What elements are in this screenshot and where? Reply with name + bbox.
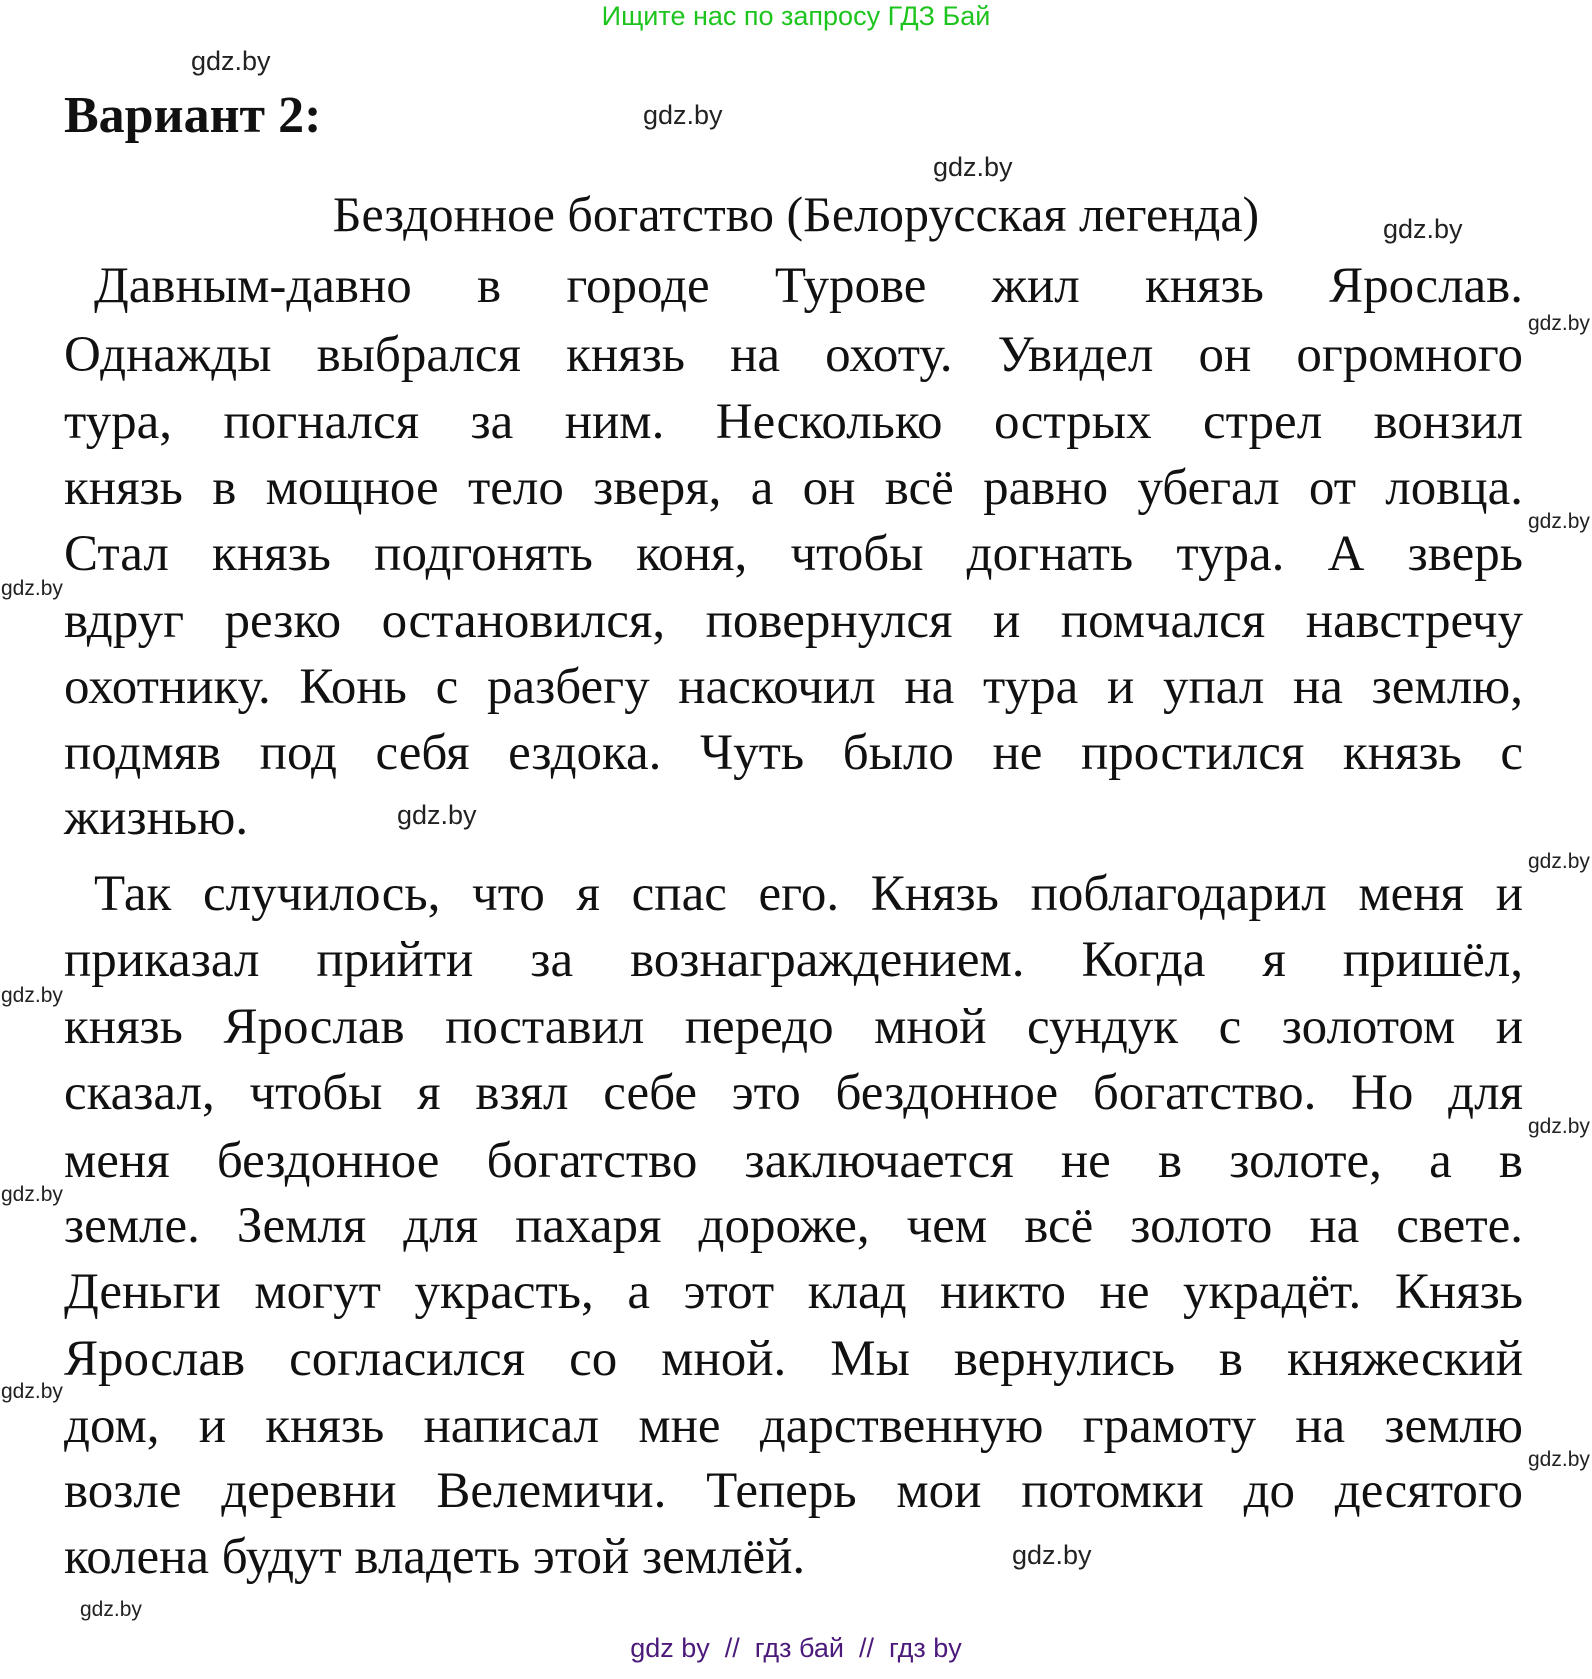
text-line: меня бездонное богатство заключается не в золоте, а в — [64, 1133, 1523, 1189]
text-line: вдруг резко остановился, повернулся и помчался навстречу — [64, 593, 1523, 649]
watermark: gdz.by — [1528, 510, 1590, 533]
text-line: сказал, чтобы я взял себе это бездонное богатство. Но для — [64, 1065, 1523, 1121]
watermark: gdz.by — [643, 100, 723, 130]
text-line: возле деревни Велемичи. Теперь мои потомки до десятого — [64, 1463, 1523, 1519]
watermark: gdz.by — [80, 1598, 142, 1621]
text-line: Однажды выбрался князь на охоту. Увидел он огромного — [64, 327, 1523, 383]
watermark: gdz.by — [1383, 214, 1463, 244]
text-line: князь в мощное тело зверя, а он всё равно убегал от ловца. — [64, 460, 1523, 516]
text-line: Деньги могут украсть, а этот клад никто не украдёт. Князь — [64, 1264, 1523, 1320]
watermark: gdz.by — [1528, 1115, 1590, 1138]
text-line: Давным-давно в городе Турове жил князь Ярослав. — [94, 258, 1523, 314]
variant-heading: Вариант 2: — [64, 87, 322, 144]
watermark: gdz.by — [191, 46, 271, 76]
watermark: gdz.by — [1, 577, 63, 600]
text-line: князь Ярослав поставил передо мной сундук с золотом и — [64, 999, 1523, 1055]
text-line: приказал прийти за вознаграждением. Когда я пришёл, — [64, 932, 1523, 988]
text-line: колена будут владеть этой землёй. — [64, 1529, 806, 1585]
watermark: gdz.by — [1, 984, 63, 1007]
text-line: тура, погнался за ним. Несколько острых стрел вонзил — [64, 394, 1523, 450]
text-line: Стал князь подгонять коня, чтобы догнать тура. А зверь — [64, 526, 1523, 582]
story-title: Бездонное богатство (Белорусская легенда) — [332, 186, 1260, 242]
text-line: Так случилось, что я спас его. Князь поблагодарил меня и — [94, 866, 1523, 922]
watermark: gdz.by — [933, 152, 1013, 182]
footer-links[interactable]: gdz by // гдз бай // гдз by — [630, 1633, 962, 1663]
text-line: дом, и князь написал мне дарственную грамоту на землю — [64, 1398, 1523, 1454]
text-line: жизнью. — [64, 790, 249, 846]
watermark: gdz.by — [1528, 1448, 1590, 1471]
watermark: gdz.by — [1, 1183, 63, 1206]
watermark: gdz.by — [1528, 850, 1590, 873]
watermark: gdz.by — [1012, 1540, 1092, 1570]
text-line: подмяв под себя ездока. Чуть было не простился князь с — [64, 725, 1523, 781]
watermark: gdz.by — [397, 800, 477, 830]
watermark: gdz.by — [1, 1380, 63, 1403]
text-line: земле. Земля для пахаря дороже, чем всё золото на свете. — [64, 1198, 1523, 1254]
text-line: охотнику. Конь с разбегу наскочил на тура и упал на землю, — [64, 659, 1523, 715]
text-line: Ярослав согласился со мной. Мы вернулись в княжеский — [64, 1331, 1523, 1387]
watermark: gdz.by — [1528, 312, 1590, 335]
search-banner[interactable]: Ищите нас по запросу ГДЗ Бай — [601, 1, 991, 31]
